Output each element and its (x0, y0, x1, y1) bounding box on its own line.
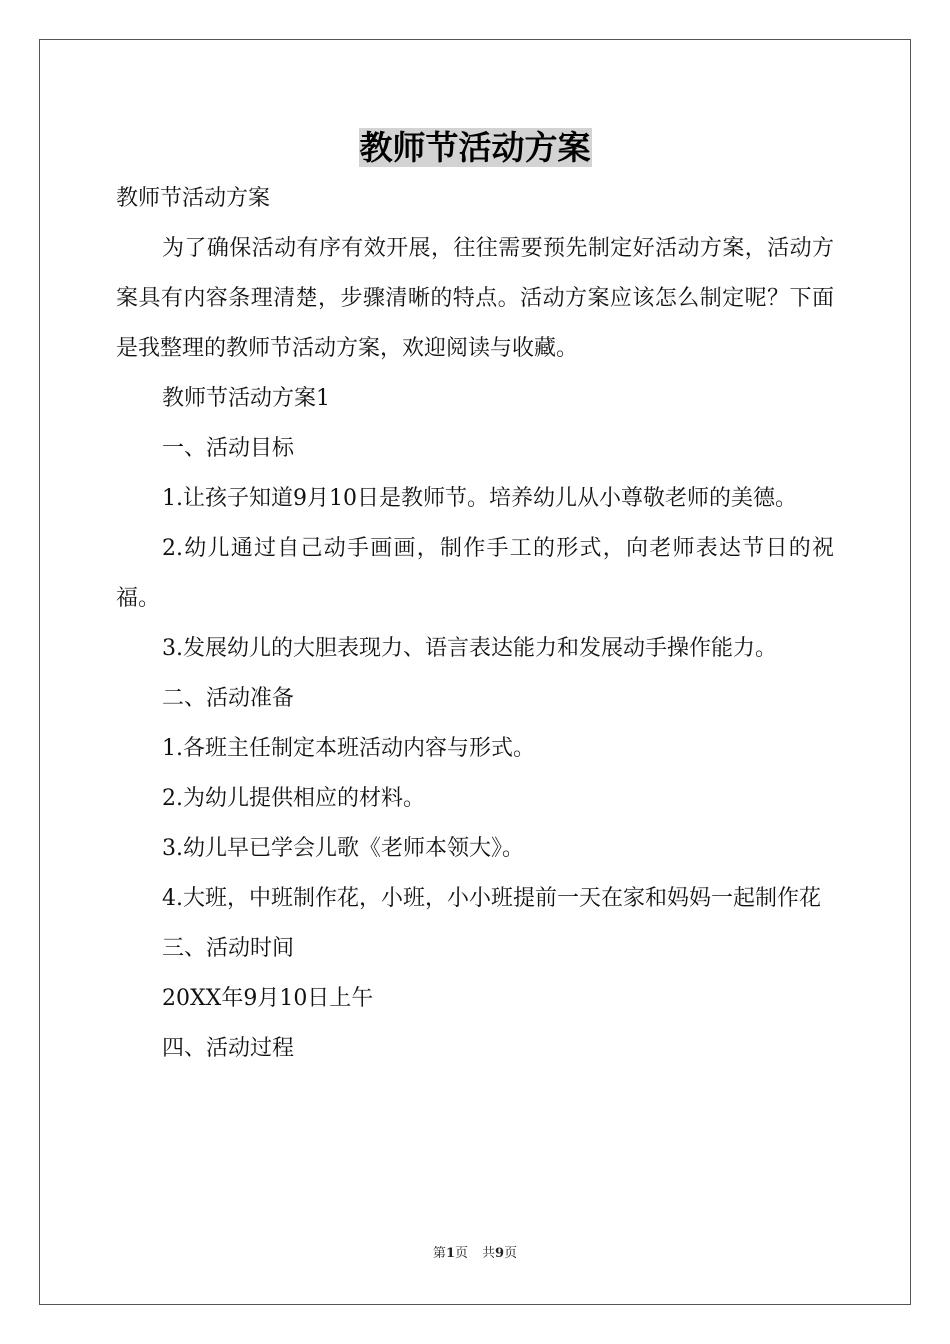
paragraph: 教师节活动方案 (116, 186, 271, 211)
paragraph: 三、活动时间 (162, 936, 295, 961)
paragraph: 1.各班主任制定本班活动内容与形式。 (162, 736, 535, 761)
total-label-prefix: 共 (482, 1246, 496, 1261)
page-label-suffix: 页 (454, 1246, 468, 1261)
paragraph: 1.让孩子知道9月10日是教师节。培养幼儿从小尊敬老师的美德。 (162, 486, 797, 511)
paragraph: 一、活动目标 (162, 436, 295, 461)
page-number: 1 (445, 1246, 455, 1261)
paragraph: 2.为幼儿提供相应的材料。 (162, 786, 425, 811)
total-label-suffix: 页 (504, 1246, 518, 1261)
document-title-text: 教师节活动方案 (359, 128, 591, 167)
paragraph: 二、活动准备 (162, 686, 295, 711)
paragraph: 四、活动过程 (162, 1036, 295, 1061)
document-body (116, 174, 834, 1074)
paragraph: 4.大班，中班制作花，小班，小小班提前一天在家和妈妈一起制作花 (162, 886, 821, 911)
page-label-prefix: 第 (432, 1246, 446, 1261)
paragraph: 3.幼儿早已学会儿歌《老师本领大》。 (162, 836, 524, 861)
page-footer (0, 1244, 950, 1264)
paragraph: 3.发展幼儿的大胆表现力、语言表达能力和发展动手操作能力。 (162, 636, 777, 661)
paragraph: 2.幼儿通过自己动手画画，制作手工的形式，向老师表达节日的祝福。 (116, 536, 834, 611)
total-pages: 9 (495, 1246, 505, 1261)
document-title (0, 122, 950, 174)
paragraph: 教师节活动方案1 (162, 386, 330, 411)
paragraph: 20XX年9月10日上午 (162, 986, 374, 1011)
paragraph: 为了确保活动有序有效开展，往往需要预先制定好活动方案，活动方案具有内容条理清楚，步骤清晰的特点。活动方案应该怎么制定呢？下面是我整理的教师节活动方案，欢迎阅读与收藏。 (116, 236, 834, 361)
